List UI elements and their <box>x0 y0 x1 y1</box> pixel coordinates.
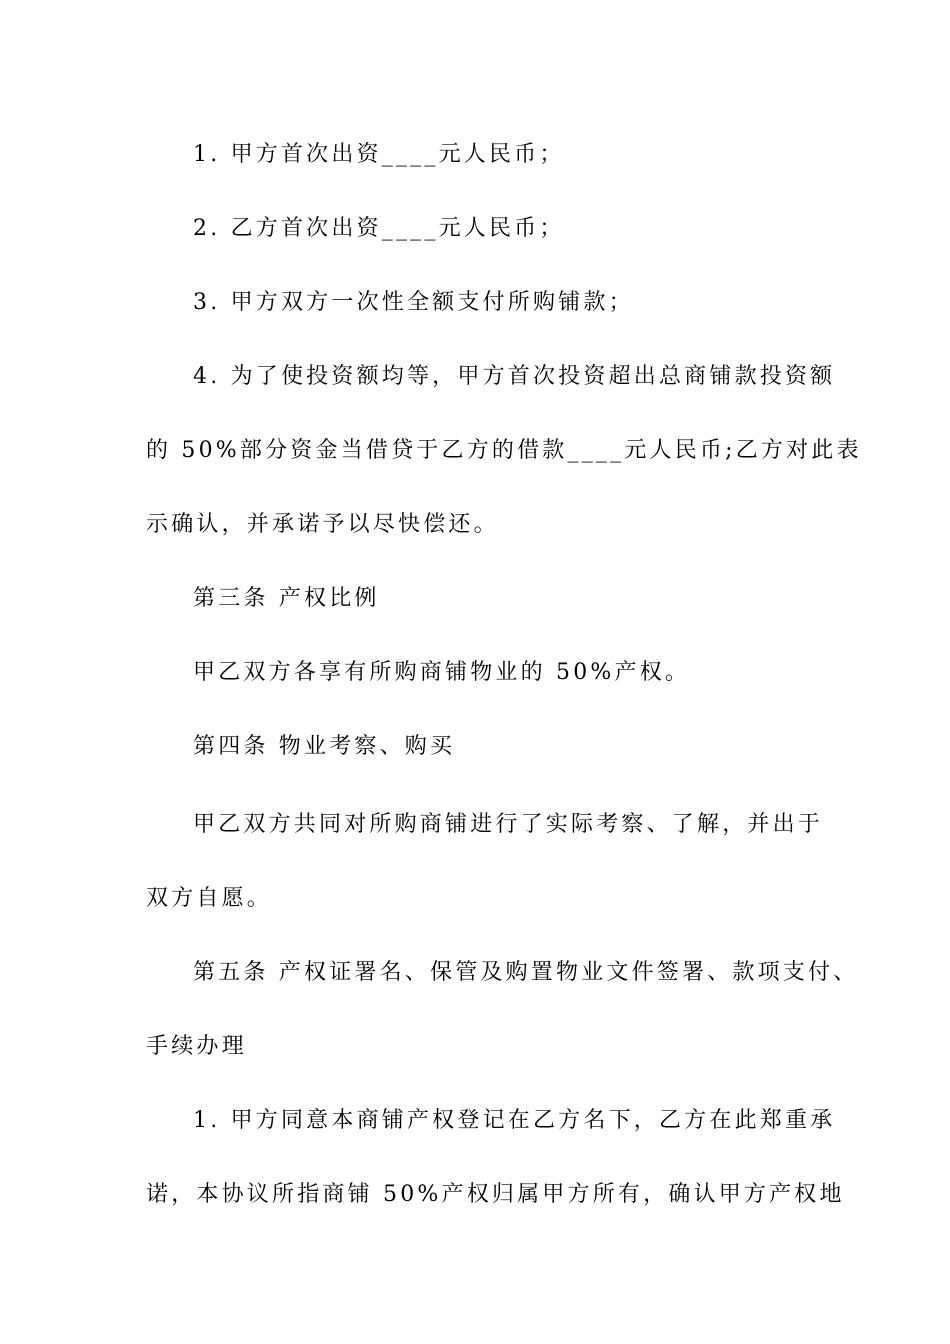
section-heading-5: 第五条 产权证署名、保管及购置物业文件签署、款项支付、 <box>193 960 859 985</box>
section-heading-3: 第三条 产权比例 <box>193 586 380 611</box>
paragraph-line: 诺，本协议所指商铺 50%产权归属甲方所有，确认甲方产权地 <box>146 1182 845 1207</box>
paragraph-line: 双方自愿。 <box>146 886 273 911</box>
section-heading-4: 第四条 物业考察、购买 <box>193 734 456 759</box>
clause-item-1: 1. 甲方首次出资____元人民币； <box>193 142 565 167</box>
paragraph-line: 甲乙双方各享有所购商铺物业的 50%产权。 <box>193 660 691 685</box>
paragraph-line: 甲乙双方共同对所购商铺进行了实际考察、了解，并出于 <box>193 812 824 837</box>
clause-item-5-1: 1. 甲方同意本商铺产权登记在乙方名下，乙方在此郑重承 <box>193 1108 836 1133</box>
section-heading-5-cont: 手续办理 <box>146 1034 247 1059</box>
paragraph-line: 的 50%部分资金当借贷于乙方的借款____元人民币;乙方对此表 <box>146 438 862 463</box>
paragraph-line: 示确认，并承诺予以尽快偿还。 <box>146 512 499 537</box>
clause-item-3: 3. 甲方双方一次性全额支付所购铺款； <box>193 290 634 315</box>
clause-item-2: 2. 乙方首次出资____元人民币； <box>193 216 565 241</box>
clause-item-4: 4. 为了使投资额均等，甲方首次投资超出总商铺款投资额 <box>193 364 836 389</box>
